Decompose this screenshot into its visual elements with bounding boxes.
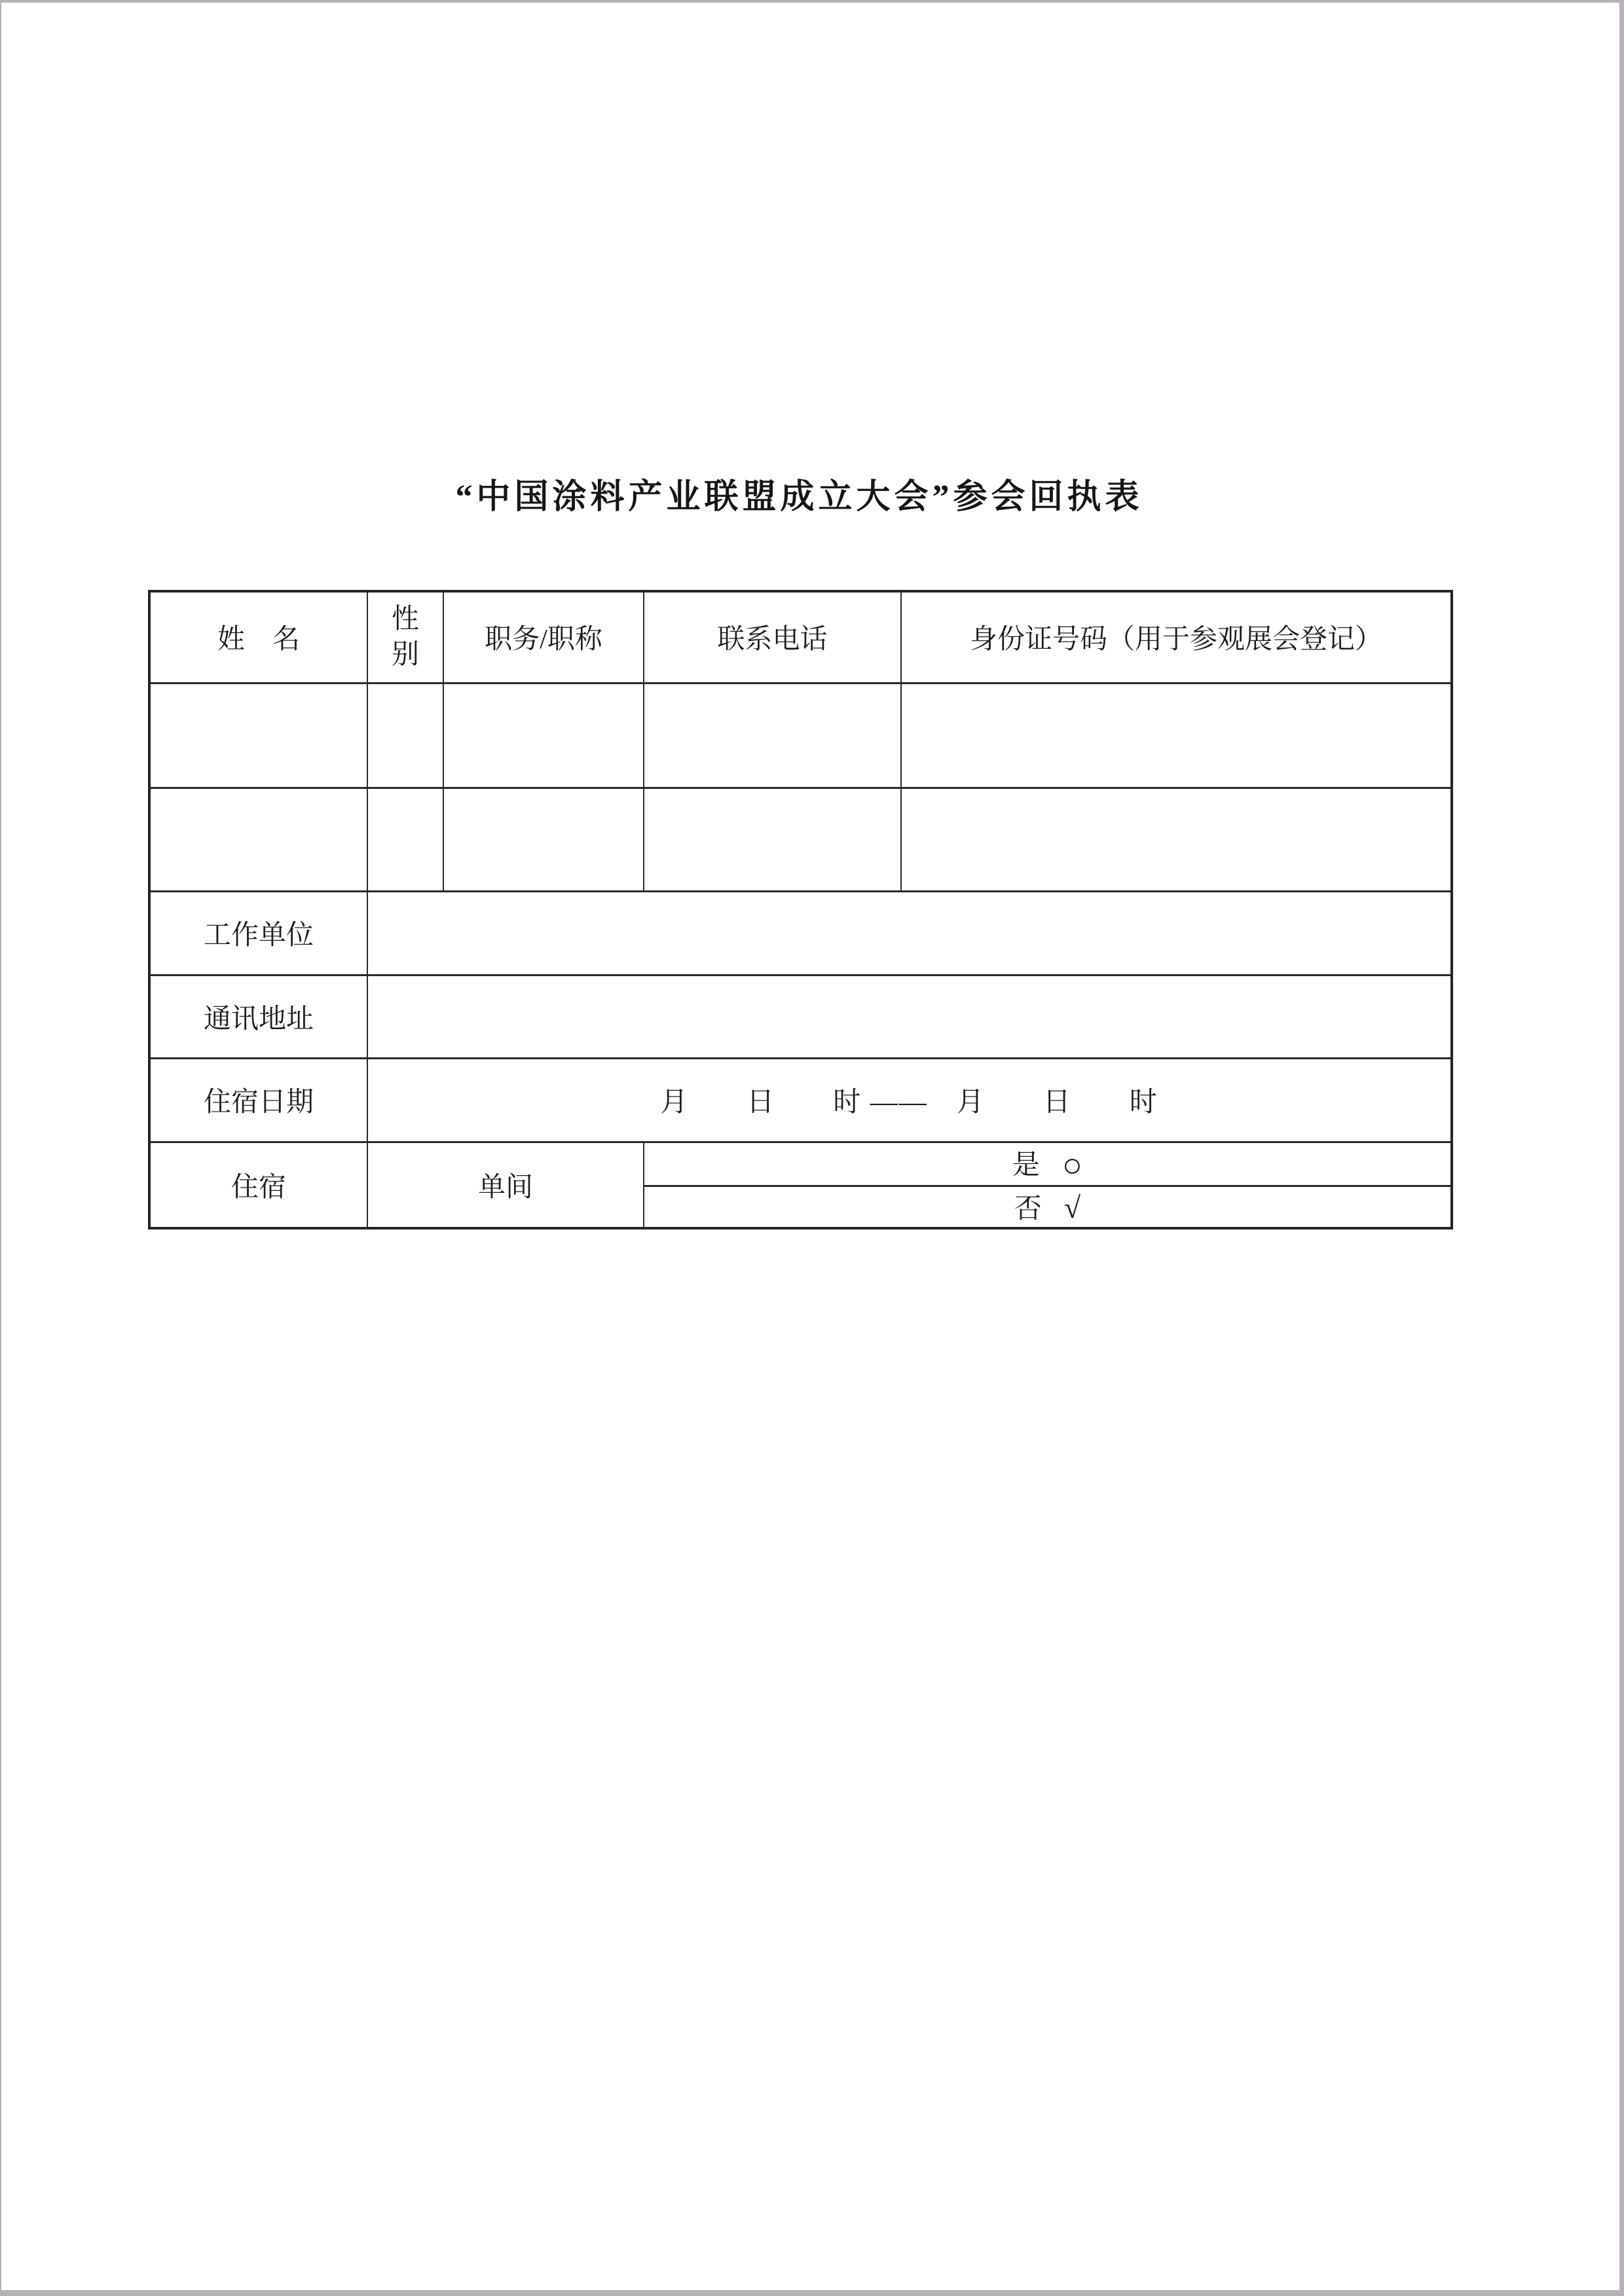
cell-phone-2	[644, 788, 901, 891]
work-unit-value-cell	[367, 891, 1452, 975]
yes-label: 是	[1012, 1150, 1040, 1180]
cell-gender-1	[367, 683, 443, 788]
header-phone: 联系电话	[644, 591, 901, 683]
stay-date-row	[149, 1058, 1452, 1142]
cell-name-2	[149, 788, 367, 891]
header-row	[149, 591, 1452, 683]
stay-label: 住宿	[149, 1142, 367, 1228]
address-value-cell	[367, 975, 1452, 1058]
circle-mark-icon: ○	[1061, 1146, 1083, 1184]
stay-option-no	[644, 1186, 1452, 1228]
cell-id-number-1	[901, 683, 1452, 788]
check-mark-icon: √	[1063, 1191, 1081, 1225]
header-gender	[367, 591, 443, 683]
cell-id-number-2	[901, 788, 1452, 891]
address-row	[149, 975, 1452, 1058]
work-unit-row	[149, 891, 1452, 975]
page-title: “中国涂料产业联盟成立大会”参会回执表	[455, 479, 1143, 516]
cell-position-2	[443, 788, 644, 891]
header-gender-bottom: 别	[391, 640, 419, 670]
stay-yes-row	[149, 1142, 1452, 1186]
cell-position-1	[443, 683, 644, 788]
header-id-number: 身份证号码（用于参观展会登记）	[901, 591, 1452, 683]
cell-name-1	[149, 683, 367, 788]
reply-form-table	[148, 590, 1453, 1230]
room-single-label: 单间	[367, 1142, 644, 1228]
entry-row-1	[149, 683, 1452, 788]
header-name: 姓 名	[149, 591, 367, 683]
header-position: 职务/职称	[443, 591, 644, 683]
cell-phone-1	[644, 683, 901, 788]
stay-date-label: 住宿日期	[149, 1058, 367, 1142]
stay-option-yes	[644, 1142, 1452, 1186]
stay-date-value: 月 日 时 —— 月 日 时	[367, 1058, 1452, 1142]
work-unit-label: 工作单位	[149, 891, 367, 975]
header-gender-top: 性	[391, 604, 419, 634]
address-label: 通讯地址	[149, 975, 367, 1058]
cell-gender-2	[367, 788, 443, 891]
entry-row-2	[149, 788, 1452, 891]
no-label: 否	[1014, 1194, 1042, 1225]
